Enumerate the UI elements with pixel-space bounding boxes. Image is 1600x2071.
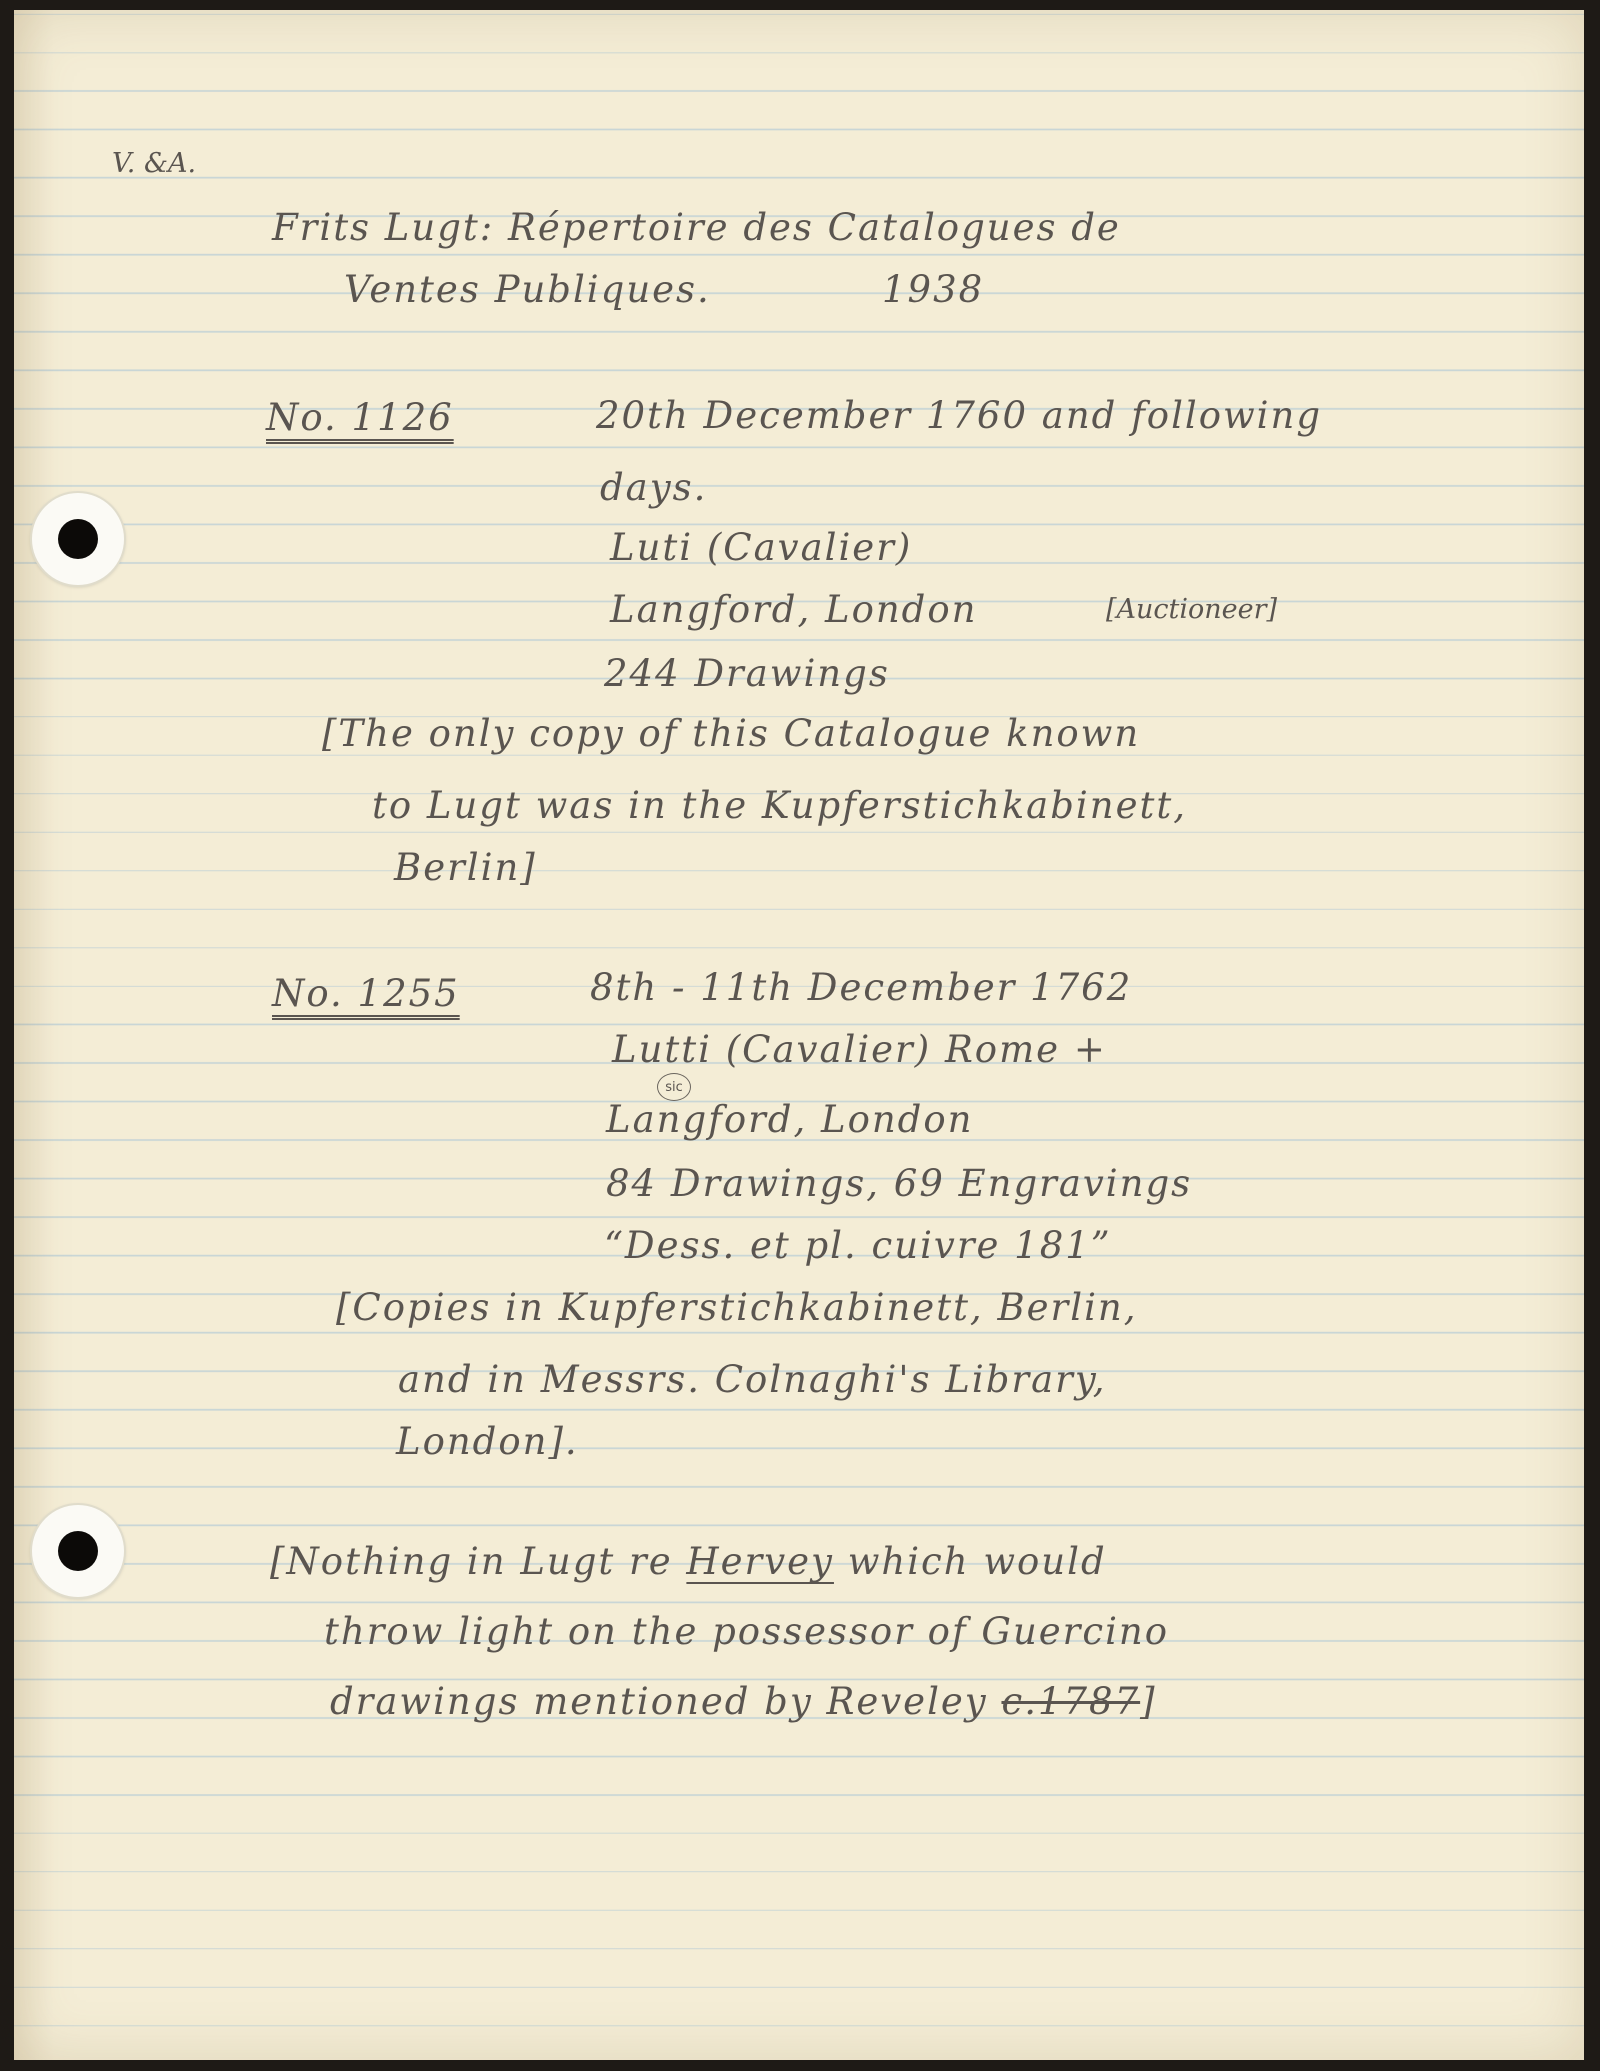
entry1-date-cont: days. (600, 466, 708, 509)
entry1-count: 244 Drawings (604, 652, 890, 695)
entry2-note-line-3: London]. (396, 1420, 579, 1463)
entry2-auction: Langford, London (606, 1098, 974, 1141)
entry1-number: No. 1126 (266, 396, 454, 439)
punch-hole-upper (32, 493, 124, 585)
closing-bracket: ] (1140, 1680, 1157, 1723)
closing-line-3-text: drawings mentioned by Reveley (330, 1680, 988, 1723)
closing-line-2: throw light on the possessor of Guercino (324, 1610, 1170, 1653)
entry1-seller: Luti (Cavalier) (610, 526, 913, 569)
struck-date: c.1787 (1001, 1680, 1141, 1723)
corner-note: V. &A. (112, 148, 197, 179)
entry2-seller: Lutti (Cavalier) Rome + (612, 1028, 1107, 1071)
entry2-note-line-2: and in Messrs. Colnaghi's Library, (398, 1358, 1107, 1401)
entry1-note-line-2: to Lugt was in the Kupferstichkabinett, (372, 784, 1187, 827)
entry2-note-line-1: [Copies in Kupferstichkabinett, Berlin, (336, 1286, 1138, 1329)
closing-line-1-end: which would (847, 1540, 1107, 1583)
entry1-auction-note: [Auctioneer] (1106, 594, 1278, 625)
entry2-count: 84 Drawings, 69 Engravings (606, 1162, 1193, 1205)
entry1-date: 20th December 1760 and following (596, 394, 1323, 437)
entry2-number: No. 1255 (272, 972, 460, 1015)
title-year: 1938 (882, 268, 985, 311)
entry1-note-line-1: [The only copy of this Catalogue known (322, 712, 1141, 755)
entry2-date: 8th - 11th December 1762 (590, 966, 1133, 1009)
closing-line-3 (330, 1680, 1157, 1723)
closing-hervey: Hervey (686, 1540, 834, 1583)
entry2-quote: “Dess. et pl. cuivre 181” (604, 1224, 1112, 1267)
closing-line-1 (270, 1540, 1107, 1583)
closing-line-1-start: [Nothing in Lugt re (270, 1540, 673, 1583)
title-line-2: Ventes Publiques. (344, 268, 711, 311)
title-line-1: Frits Lugt: Répertoire des Catalogues de (272, 206, 1121, 249)
entry1-auction: Langford, London (610, 588, 978, 631)
entry1-note-line-3: Berlin] (394, 846, 537, 889)
punch-hole-lower (32, 1505, 124, 1597)
sic-mark: sic (657, 1073, 691, 1101)
